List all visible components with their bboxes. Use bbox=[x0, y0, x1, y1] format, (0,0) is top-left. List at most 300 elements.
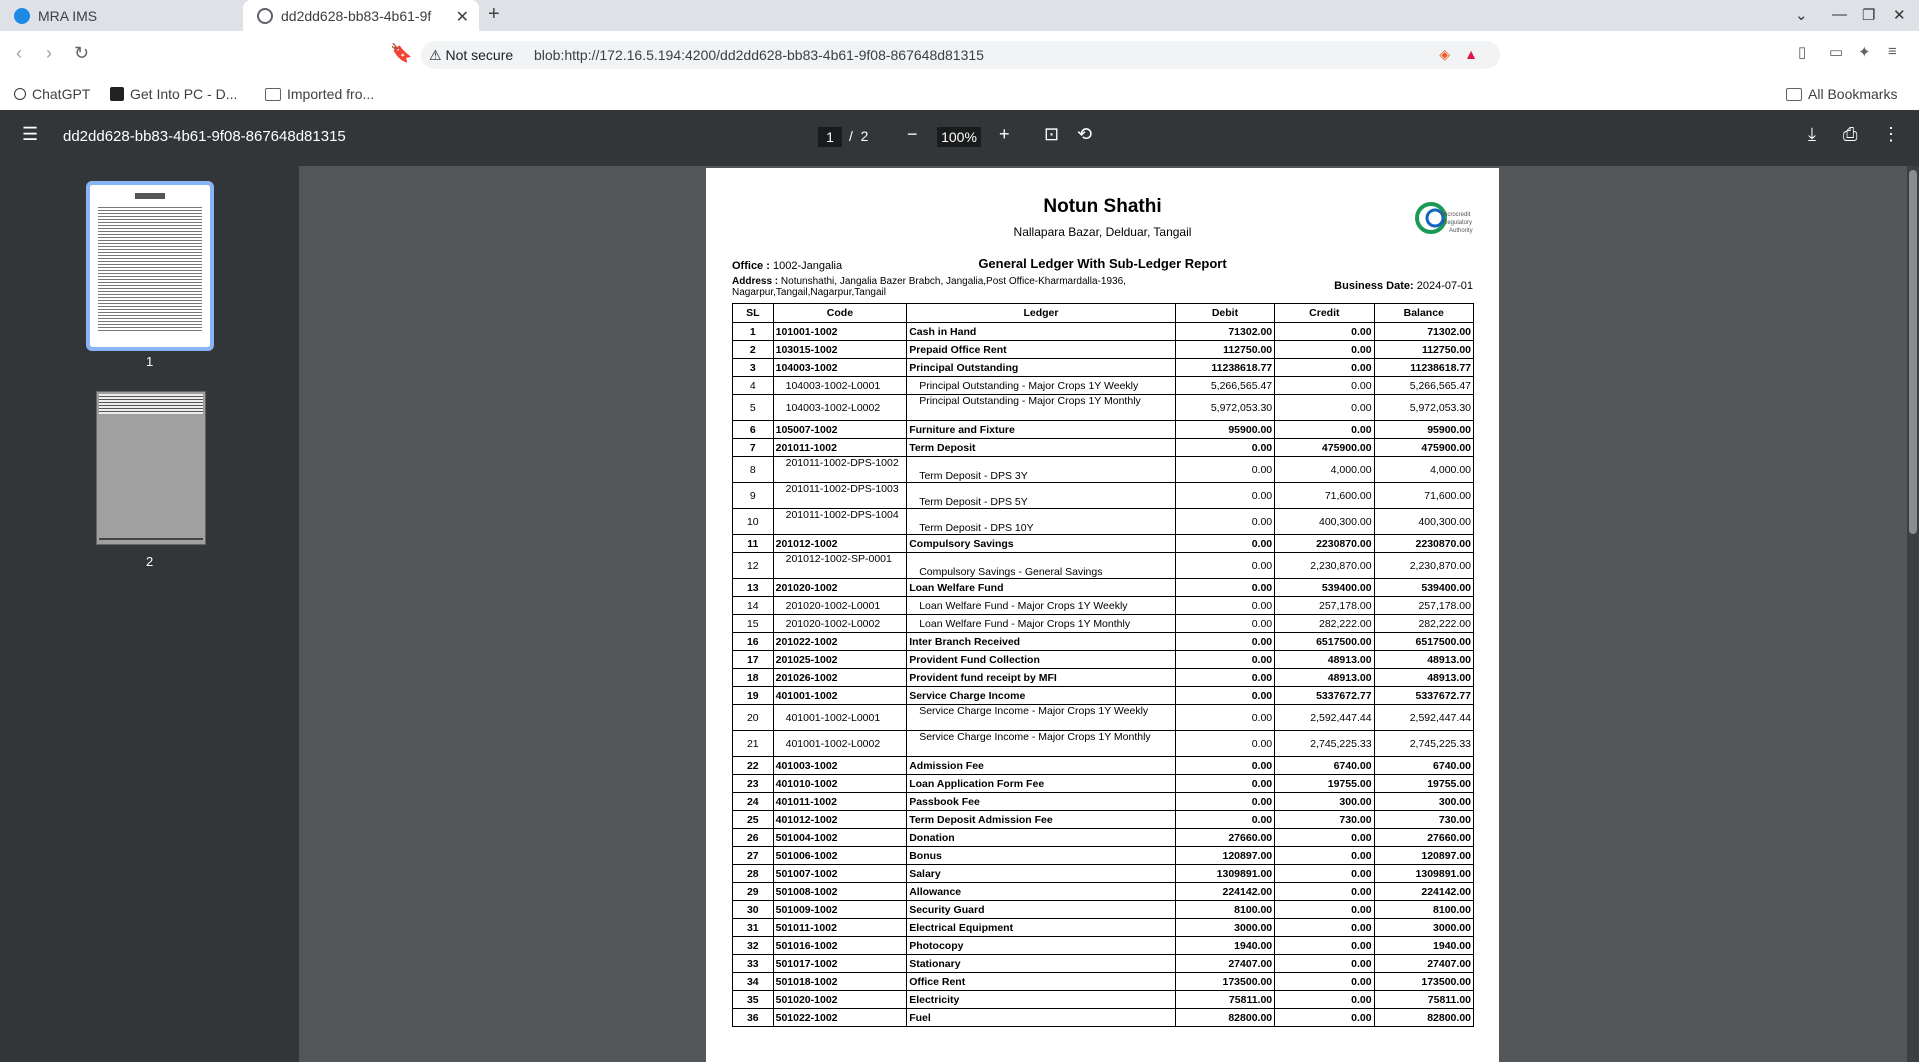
cell-ledger: Loan Welfare Fund - Major Crops 1Y Weekly bbox=[907, 597, 1176, 615]
table-row bbox=[733, 323, 1474, 341]
cell-balance: 6517500.00 bbox=[1374, 633, 1473, 651]
cell-sl: 16 bbox=[733, 633, 774, 651]
table-row bbox=[733, 847, 1474, 865]
not-secure-label[interactable]: ⚠ Not secure bbox=[429, 47, 514, 63]
folder-icon bbox=[1786, 88, 1802, 101]
table-row bbox=[733, 457, 1474, 483]
cell-credit: 4,000.00 bbox=[1275, 457, 1374, 483]
cell-credit: 6517500.00 bbox=[1275, 633, 1374, 651]
cell-ledger: Donation bbox=[907, 829, 1176, 847]
cell-credit: 300.00 bbox=[1275, 793, 1374, 811]
table-row bbox=[733, 669, 1474, 687]
table-row bbox=[733, 991, 1474, 1009]
cell-ledger: Electrical Equipment bbox=[907, 919, 1176, 937]
table-row bbox=[733, 651, 1474, 669]
cell-sl: 20 bbox=[733, 705, 774, 731]
cell-balance: 1309891.00 bbox=[1374, 865, 1473, 883]
cell-code: 201012-1002-SP-0001 bbox=[773, 553, 907, 579]
cell-sl: 12 bbox=[733, 553, 774, 579]
cell-ledger: Service Charge Income bbox=[907, 687, 1176, 705]
cell-sl: 6 bbox=[733, 421, 774, 439]
cell-ledger: Office Rent bbox=[907, 973, 1176, 991]
wallet-icon[interactable]: ▭ bbox=[1829, 44, 1844, 61]
cell-sl: 34 bbox=[733, 973, 774, 991]
all-bookmarks[interactable]: All Bookmarks bbox=[1786, 86, 1897, 102]
bookmarks-bar bbox=[0, 77, 1919, 111]
cell-sl: 32 bbox=[733, 937, 774, 955]
getintopc-icon bbox=[110, 87, 124, 101]
zoom-out-icon[interactable]: − bbox=[907, 124, 918, 144]
pdf-scrollbar[interactable] bbox=[1907, 166, 1919, 1062]
cell-debit: 0.00 bbox=[1175, 775, 1274, 793]
cell-debit: 8100.00 bbox=[1175, 901, 1274, 919]
table-row bbox=[733, 829, 1474, 847]
cell-debit: 0.00 bbox=[1175, 651, 1274, 669]
cell-balance: 2,745,225.33 bbox=[1374, 731, 1473, 757]
cell-debit: 0.00 bbox=[1175, 439, 1274, 457]
cell-credit: 0.00 bbox=[1275, 883, 1374, 901]
cell-credit: 0.00 bbox=[1275, 901, 1374, 919]
cell-debit: 0.00 bbox=[1175, 579, 1274, 597]
cell-sl: 5 bbox=[733, 395, 774, 421]
cell-ledger: Principal Outstanding - Major Crops 1Y Monthly bbox=[907, 395, 1176, 421]
cell-code: 201020-1002 bbox=[773, 579, 907, 597]
table-row bbox=[733, 615, 1474, 633]
cell-balance: 1940.00 bbox=[1374, 937, 1473, 955]
globe-icon bbox=[257, 8, 273, 24]
cell-balance: 224142.00 bbox=[1374, 883, 1473, 901]
cell-ledger: Service Charge Income - Major Crops 1Y Weekly bbox=[907, 705, 1176, 731]
logo-text-1: Microcredit bbox=[1441, 212, 1471, 218]
column-header: Balance bbox=[1374, 304, 1473, 323]
cell-credit: 730.00 bbox=[1275, 811, 1374, 829]
tab-search-icon[interactable]: ⌄ bbox=[1795, 7, 1808, 24]
cell-code: 501007-1002 bbox=[773, 865, 907, 883]
cell-debit: 0.00 bbox=[1175, 705, 1274, 731]
cell-balance: 112750.00 bbox=[1374, 341, 1473, 359]
table-row bbox=[733, 865, 1474, 883]
cell-credit: 257,178.00 bbox=[1275, 597, 1374, 615]
logo-text-2: Regulatory bbox=[1443, 220, 1473, 226]
brave-shield-icon[interactable]: ◈ bbox=[1439, 46, 1450, 62]
cell-debit: 0.00 bbox=[1175, 793, 1274, 811]
close-window-icon[interactable]: ✕ bbox=[1893, 7, 1906, 24]
cell-debit: 3000.00 bbox=[1175, 919, 1274, 937]
cell-ledger: Admission Fee bbox=[907, 757, 1176, 775]
table-row bbox=[733, 901, 1474, 919]
cell-sl: 13 bbox=[733, 579, 774, 597]
sidepanel-icon[interactable]: ▯ bbox=[1798, 44, 1807, 61]
cell-balance: 27407.00 bbox=[1374, 955, 1473, 973]
forward-icon[interactable]: › bbox=[46, 43, 52, 63]
cell-ledger: Prepaid Office Rent bbox=[907, 341, 1176, 359]
column-header: Code bbox=[773, 304, 907, 323]
table-row bbox=[733, 535, 1474, 553]
cell-code: 201022-1002 bbox=[773, 633, 907, 651]
cell-sl: 19 bbox=[733, 687, 774, 705]
cell-code: 201026-1002 bbox=[773, 669, 907, 687]
cell-debit: 0.00 bbox=[1175, 597, 1274, 615]
cell-code: 501008-1002 bbox=[773, 883, 907, 901]
cell-ledger: Principal Outstanding bbox=[907, 359, 1176, 377]
cell-sl: 11 bbox=[733, 535, 774, 553]
cell-ledger: Passbook Fee bbox=[907, 793, 1176, 811]
cell-debit: 27407.00 bbox=[1175, 955, 1274, 973]
cell-debit: 1940.00 bbox=[1175, 937, 1274, 955]
cell-credit: 0.00 bbox=[1275, 341, 1374, 359]
minimize-icon[interactable]: — bbox=[1832, 6, 1847, 23]
download-icon[interactable]: ⤓ bbox=[1808, 124, 1816, 144]
cell-code: 201012-1002 bbox=[773, 535, 907, 553]
mra-favicon-icon bbox=[14, 8, 30, 24]
cell-code: 201011-1002-DPS-1004 bbox=[773, 509, 907, 535]
cell-ledger: Loan Application Form Fee bbox=[907, 775, 1176, 793]
column-header: Credit bbox=[1275, 304, 1374, 323]
cell-balance: 173500.00 bbox=[1374, 973, 1473, 991]
cell-balance: 5337672.77 bbox=[1374, 687, 1473, 705]
table-row bbox=[733, 883, 1474, 901]
cell-debit: 0.00 bbox=[1175, 731, 1274, 757]
table-row bbox=[733, 553, 1474, 579]
cell-debit: 0.00 bbox=[1175, 457, 1274, 483]
table-row bbox=[733, 633, 1474, 651]
cell-code: 201011-1002 bbox=[773, 439, 907, 457]
cell-ledger: Allowance bbox=[907, 883, 1176, 901]
cell-sl: 2 bbox=[733, 341, 774, 359]
cell-balance: 4,000.00 bbox=[1374, 457, 1473, 483]
cell-code: 201025-1002 bbox=[773, 651, 907, 669]
page-number-input[interactable]: 1 bbox=[818, 127, 842, 147]
cell-credit: 0.00 bbox=[1275, 829, 1374, 847]
cell-balance: 400,300.00 bbox=[1374, 509, 1473, 535]
cell-code: 501009-1002 bbox=[773, 901, 907, 919]
cell-sl: 30 bbox=[733, 901, 774, 919]
cell-code: 501022-1002 bbox=[773, 1009, 907, 1027]
cell-sl: 28 bbox=[733, 865, 774, 883]
cell-code: 501017-1002 bbox=[773, 955, 907, 973]
cell-balance: 5,972,053.30 bbox=[1374, 395, 1473, 421]
thumbnail-label: 1 bbox=[146, 354, 154, 369]
table-row bbox=[733, 579, 1474, 597]
cell-ledger: Fuel bbox=[907, 1009, 1176, 1027]
cell-credit: 2,592,447.44 bbox=[1275, 705, 1374, 731]
cell-balance: 120897.00 bbox=[1374, 847, 1473, 865]
folder-icon bbox=[265, 88, 281, 101]
cell-code: 104003-1002-L0002 bbox=[773, 395, 907, 421]
cell-balance: 8100.00 bbox=[1374, 901, 1473, 919]
cell-sl: 27 bbox=[733, 847, 774, 865]
cell-code: 201011-1002-DPS-1003 bbox=[773, 483, 907, 509]
thumbnail-page-2[interactable] bbox=[96, 391, 206, 545]
print-icon[interactable]: ⎙ bbox=[1843, 124, 1858, 144]
table-row bbox=[733, 439, 1474, 457]
cell-debit: 0.00 bbox=[1175, 615, 1274, 633]
scrollbar-thumb[interactable] bbox=[1909, 170, 1917, 534]
cell-ledger: Term Deposit - DPS 10Y bbox=[907, 509, 1176, 535]
cell-sl: 31 bbox=[733, 919, 774, 937]
cell-credit: 475900.00 bbox=[1275, 439, 1374, 457]
cell-code: 104003-1002-L0001 bbox=[773, 377, 907, 395]
cell-balance: 11238618.77 bbox=[1374, 359, 1473, 377]
cell-code: 401001-1002-L0002 bbox=[773, 731, 907, 757]
cell-debit: 0.00 bbox=[1175, 687, 1274, 705]
cell-code: 103015-1002 bbox=[773, 341, 907, 359]
cell-ledger: Compulsory Savings bbox=[907, 535, 1176, 553]
cell-debit: 0.00 bbox=[1175, 535, 1274, 553]
cell-sl: 36 bbox=[733, 1009, 774, 1027]
cell-ledger: Bonus bbox=[907, 847, 1176, 865]
bookmark-page-icon[interactable]: 🔖 bbox=[390, 43, 413, 63]
cell-debit: 0.00 bbox=[1175, 509, 1274, 535]
cell-ledger: Security Guard bbox=[907, 901, 1176, 919]
cell-ledger: Term Deposit bbox=[907, 439, 1176, 457]
zoom-in-icon[interactable]: + bbox=[999, 124, 1010, 144]
cell-balance: 475900.00 bbox=[1374, 439, 1473, 457]
table-row bbox=[733, 731, 1474, 757]
table-row bbox=[733, 395, 1474, 421]
cell-debit: 173500.00 bbox=[1175, 973, 1274, 991]
table-row bbox=[733, 919, 1474, 937]
cell-credit: 0.00 bbox=[1275, 973, 1374, 991]
tab-pdf[interactable] bbox=[243, 0, 479, 31]
maximize-icon[interactable]: ❐ bbox=[1862, 7, 1876, 24]
zoom-input[interactable]: 100% bbox=[937, 127, 981, 147]
cell-credit: 0.00 bbox=[1275, 323, 1374, 341]
cell-debit: 0.00 bbox=[1175, 553, 1274, 579]
bookmark-chatgpt[interactable]: ChatGPT bbox=[14, 86, 90, 102]
cell-sl: 25 bbox=[733, 811, 774, 829]
thumbnail-page-1[interactable] bbox=[90, 185, 210, 347]
cell-code: 104003-1002 bbox=[773, 359, 907, 377]
organization-address: Nallapara Bazar, Delduar, Tangail bbox=[1013, 225, 1192, 239]
cell-ledger: Loan Welfare Fund - Major Crops 1Y Monthly bbox=[907, 615, 1176, 633]
mra-logo bbox=[1413, 196, 1475, 240]
cell-balance: 48913.00 bbox=[1374, 651, 1473, 669]
cell-sl: 24 bbox=[733, 793, 774, 811]
cell-balance: 2,230,870.00 bbox=[1374, 553, 1473, 579]
cell-sl: 35 bbox=[733, 991, 774, 1009]
cell-code: 201020-1002-L0001 bbox=[773, 597, 907, 615]
report-title: General Ledger With Sub-Ledger Report bbox=[978, 256, 1227, 271]
cell-ledger: Photocopy bbox=[907, 937, 1176, 955]
cell-credit: 400,300.00 bbox=[1275, 509, 1374, 535]
cell-code: 201011-1002-DPS-1002 bbox=[773, 457, 907, 483]
cell-sl: 4 bbox=[733, 377, 774, 395]
cell-sl: 23 bbox=[733, 775, 774, 793]
cell-debit: 5,972,053.30 bbox=[1175, 395, 1274, 421]
cell-credit: 2230870.00 bbox=[1275, 535, 1374, 553]
more-options-icon[interactable]: ⋮ bbox=[1882, 124, 1900, 144]
logo-text-3: Authority bbox=[1449, 228, 1473, 234]
rotate-icon[interactable]: ⟲ bbox=[1077, 124, 1093, 144]
pdf-title: dd2dd628-bb83-4b61-9f08-867648d81315 bbox=[63, 128, 346, 145]
cell-code: 101001-1002 bbox=[773, 323, 907, 341]
cell-debit: 120897.00 bbox=[1175, 847, 1274, 865]
address-info: Address : Notunshathi, Jangalia Bazer Brabch, Jangalia,Post Office-Kharmardalla-1936, Nagarpur,Tangail,Nagarpur,Tangail bbox=[732, 276, 1126, 298]
fit-page-icon[interactable]: ⊡ bbox=[1044, 124, 1060, 144]
thumbnail-label: 2 bbox=[146, 554, 154, 569]
cell-credit: 5337672.77 bbox=[1275, 687, 1374, 705]
cell-credit: 0.00 bbox=[1275, 919, 1374, 937]
cell-ledger: Loan Welfare Fund bbox=[907, 579, 1176, 597]
cell-code: 401010-1002 bbox=[773, 775, 907, 793]
cell-balance: 6740.00 bbox=[1374, 757, 1473, 775]
table-row bbox=[733, 377, 1474, 395]
cell-ledger: Term Deposit - DPS 3Y bbox=[907, 457, 1176, 483]
cell-debit: 224142.00 bbox=[1175, 883, 1274, 901]
table-row bbox=[733, 973, 1474, 991]
table-row bbox=[733, 1009, 1474, 1027]
cell-ledger: Service Charge Income - Major Crops 1Y Monthly bbox=[907, 731, 1176, 757]
cell-code: 401012-1002 bbox=[773, 811, 907, 829]
cell-credit: 0.00 bbox=[1275, 955, 1374, 973]
cell-balance: 300.00 bbox=[1374, 793, 1473, 811]
back-icon[interactable]: ‹ bbox=[16, 43, 22, 63]
cell-debit: 0.00 bbox=[1175, 483, 1274, 509]
url-text[interactable]: blob:http://172.16.5.194:4200/dd2dd628-bb83-4b61-9f08-867648d81315 bbox=[534, 47, 984, 63]
cell-ledger: Compulsory Savings - General Savings bbox=[907, 553, 1176, 579]
cell-credit: 0.00 bbox=[1275, 937, 1374, 955]
menu-icon[interactable]: ≡ bbox=[1888, 43, 1897, 60]
cell-sl: 15 bbox=[733, 615, 774, 633]
cell-ledger: Provident Fund Collection bbox=[907, 651, 1176, 669]
cell-code: 401011-1002 bbox=[773, 793, 907, 811]
ledger-table bbox=[732, 303, 1474, 1027]
cell-credit: 0.00 bbox=[1275, 377, 1374, 395]
cell-sl: 18 bbox=[733, 669, 774, 687]
cell-balance: 257,178.00 bbox=[1374, 597, 1473, 615]
cell-credit: 0.00 bbox=[1275, 421, 1374, 439]
cell-balance: 75811.00 bbox=[1374, 991, 1473, 1009]
cell-ledger: Stationary bbox=[907, 955, 1176, 973]
cell-ledger: Inter Branch Received bbox=[907, 633, 1176, 651]
bookmark-imported-folder[interactable]: Imported fro... bbox=[265, 86, 374, 102]
address-bar[interactable] bbox=[421, 41, 1500, 69]
cell-sl: 1 bbox=[733, 323, 774, 341]
cell-balance: 71,600.00 bbox=[1374, 483, 1473, 509]
cell-debit: 75811.00 bbox=[1175, 991, 1274, 1009]
cell-code: 401001-1002-L0001 bbox=[773, 705, 907, 731]
cell-balance: 730.00 bbox=[1374, 811, 1473, 829]
cell-sl: 8 bbox=[733, 457, 774, 483]
cell-credit: 19755.00 bbox=[1275, 775, 1374, 793]
cell-sl: 21 bbox=[733, 731, 774, 757]
cell-code: 501018-1002 bbox=[773, 973, 907, 991]
cell-ledger: Cash in Hand bbox=[907, 323, 1176, 341]
cell-sl: 9 bbox=[733, 483, 774, 509]
cell-code: 501004-1002 bbox=[773, 829, 907, 847]
cell-credit: 0.00 bbox=[1275, 991, 1374, 1009]
cell-balance: 3000.00 bbox=[1374, 919, 1473, 937]
cell-credit: 539400.00 bbox=[1275, 579, 1374, 597]
cell-ledger: Provident fund receipt by MFI bbox=[907, 669, 1176, 687]
cell-debit: 11238618.77 bbox=[1175, 359, 1274, 377]
table-row bbox=[733, 341, 1474, 359]
cell-code: 401003-1002 bbox=[773, 757, 907, 775]
cell-balance: 19755.00 bbox=[1374, 775, 1473, 793]
pdf-page bbox=[706, 168, 1499, 1062]
cell-credit: 282,222.00 bbox=[1275, 615, 1374, 633]
tab-label: dd2dd628-bb83-4b61-9f bbox=[281, 7, 432, 24]
reload-icon[interactable]: ↻ bbox=[74, 43, 90, 63]
table-row bbox=[733, 687, 1474, 705]
cell-credit: 6740.00 bbox=[1275, 757, 1374, 775]
cell-sl: 26 bbox=[733, 829, 774, 847]
new-tab-icon[interactable]: + bbox=[488, 3, 500, 25]
cell-credit: 48913.00 bbox=[1275, 651, 1374, 669]
leo-icon[interactable]: ✦ bbox=[1858, 44, 1871, 61]
business-date: Business Date: 2024-07-01 bbox=[1334, 280, 1473, 292]
cell-code: 201020-1002-L0002 bbox=[773, 615, 907, 633]
cell-sl: 3 bbox=[733, 359, 774, 377]
close-tab-icon[interactable]: ✕ bbox=[455, 9, 469, 26]
office-info: Office : 1002-Jangalia bbox=[732, 260, 843, 272]
organization-name: Notun Shathi bbox=[1043, 196, 1162, 217]
cell-code: 501020-1002 bbox=[773, 991, 907, 1009]
cell-debit: 1309891.00 bbox=[1175, 865, 1274, 883]
page-total: / 2 bbox=[849, 128, 869, 144]
cell-balance: 48913.00 bbox=[1374, 669, 1473, 687]
cell-ledger: Term Deposit Admission Fee bbox=[907, 811, 1176, 829]
cell-debit: 95900.00 bbox=[1175, 421, 1274, 439]
bookmark-getintopc[interactable]: Get Into PC - D... bbox=[110, 86, 237, 102]
cell-credit: 0.00 bbox=[1275, 865, 1374, 883]
cell-credit: 48913.00 bbox=[1275, 669, 1374, 687]
sidebar-menu-icon[interactable]: ☰ bbox=[22, 124, 39, 144]
cell-credit: 0.00 bbox=[1275, 395, 1374, 421]
cell-sl: 33 bbox=[733, 955, 774, 973]
table-row bbox=[733, 421, 1474, 439]
cell-credit: 0.00 bbox=[1275, 359, 1374, 377]
cell-balance: 5,266,565.47 bbox=[1374, 377, 1473, 395]
cell-debit: 0.00 bbox=[1175, 811, 1274, 829]
tab-strip bbox=[0, 0, 1919, 31]
cell-balance: 71302.00 bbox=[1374, 323, 1473, 341]
table-row bbox=[733, 811, 1474, 829]
cell-code: 401001-1002 bbox=[773, 687, 907, 705]
tab-mra-ims[interactable] bbox=[0, 0, 243, 31]
cell-debit: 0.00 bbox=[1175, 669, 1274, 687]
table-row bbox=[733, 955, 1474, 973]
cell-sl: 22 bbox=[733, 757, 774, 775]
cell-debit: 82800.00 bbox=[1175, 1009, 1274, 1027]
cell-sl: 29 bbox=[733, 883, 774, 901]
cell-debit: 5,266,565.47 bbox=[1175, 377, 1274, 395]
cell-credit: 0.00 bbox=[1275, 1009, 1374, 1027]
cell-ledger: Electricity bbox=[907, 991, 1176, 1009]
cell-credit: 71,600.00 bbox=[1275, 483, 1374, 509]
brave-rewards-icon[interactable]: ▲ bbox=[1464, 46, 1478, 62]
cell-debit: 112750.00 bbox=[1175, 341, 1274, 359]
cell-ledger: Furniture and Fixture bbox=[907, 421, 1176, 439]
cell-sl: 10 bbox=[733, 509, 774, 535]
cell-ledger: Term Deposit - DPS 5Y bbox=[907, 483, 1176, 509]
cell-ledger: Principal Outstanding - Major Crops 1Y Weekly bbox=[907, 377, 1176, 395]
cell-balance: 2230870.00 bbox=[1374, 535, 1473, 553]
cell-code: 501016-1002 bbox=[773, 937, 907, 955]
table-row bbox=[733, 509, 1474, 535]
chatgpt-icon bbox=[14, 88, 26, 100]
cell-debit: 71302.00 bbox=[1175, 323, 1274, 341]
table-row bbox=[733, 483, 1474, 509]
tab-label: MRA IMS bbox=[38, 7, 98, 24]
cell-code: 501006-1002 bbox=[773, 847, 907, 865]
cell-sl: 7 bbox=[733, 439, 774, 457]
cell-sl: 14 bbox=[733, 597, 774, 615]
cell-balance: 282,222.00 bbox=[1374, 615, 1473, 633]
cell-credit: 2,745,225.33 bbox=[1275, 731, 1374, 757]
cell-debit: 0.00 bbox=[1175, 633, 1274, 651]
